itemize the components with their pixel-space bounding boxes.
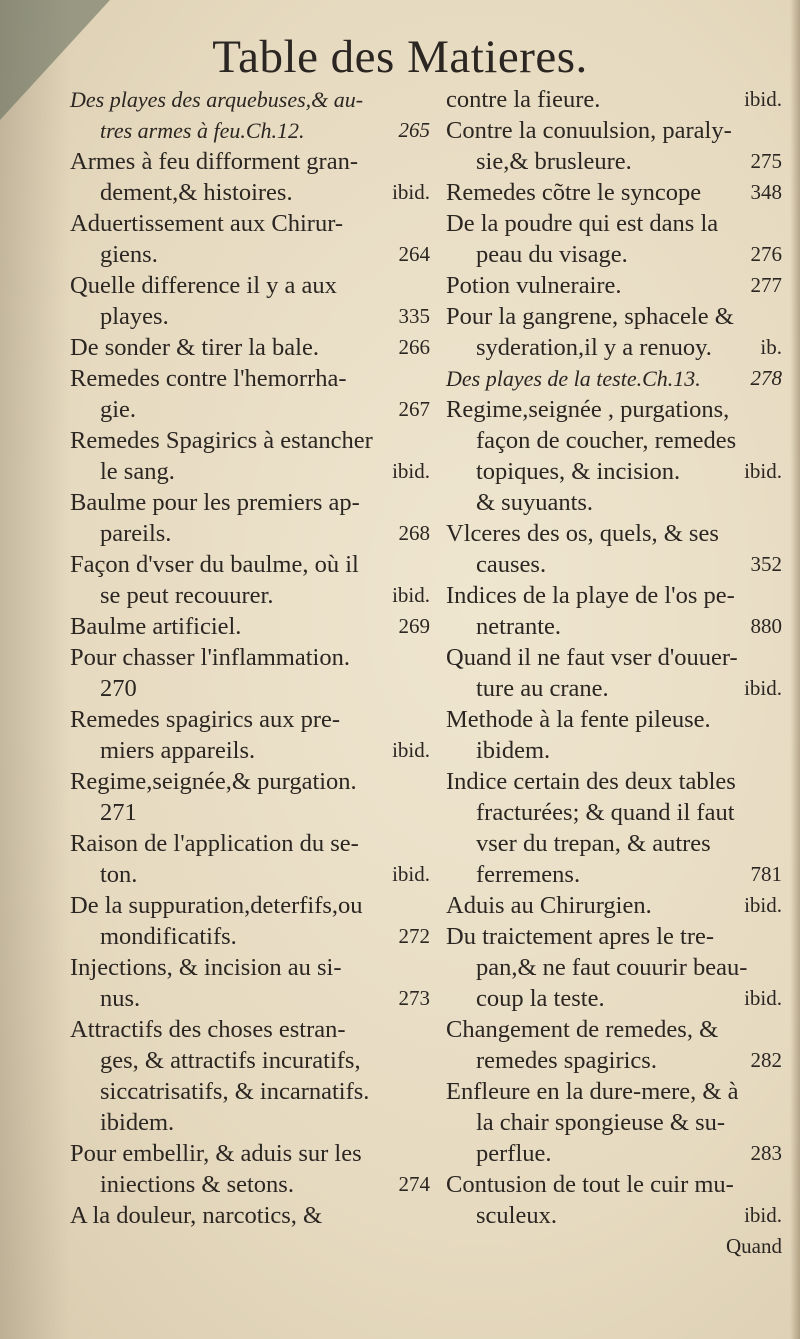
page-reference: 880 (750, 614, 782, 638)
entry-line (446, 1076, 782, 1107)
entry-line (70, 301, 430, 332)
index-entry (70, 704, 430, 766)
entry-text: pareils. (100, 520, 172, 547)
entry-text: playes. (100, 303, 169, 330)
entry-line (70, 1014, 430, 1045)
entry-line (446, 146, 782, 177)
index-entry (70, 642, 430, 704)
entry-text: Façon d'vser du baulme, où il (70, 551, 359, 578)
entry-line (70, 549, 430, 580)
index-entry (70, 146, 430, 208)
page-reference: 335 (398, 304, 430, 328)
entry-line (70, 611, 430, 642)
page-reference: 268 (398, 521, 430, 545)
page-reference: ibid. (392, 459, 430, 483)
index-entry (446, 1231, 782, 1262)
page-reference: ibid. (744, 986, 782, 1010)
index-entry (446, 518, 782, 580)
entry-text: Aduertissement aux Chirur- (70, 210, 344, 237)
entry-line (70, 735, 430, 766)
index-entry (70, 270, 430, 332)
entry-line (70, 425, 430, 456)
entry-line (446, 952, 782, 983)
entry-line (70, 921, 430, 952)
entry-line (446, 797, 782, 828)
entry-text: Indice certain des deux tables (446, 768, 736, 795)
entry-line (446, 611, 782, 642)
page-reference: 282 (750, 1048, 782, 1072)
page-reference: 273 (398, 986, 430, 1010)
entry-line (446, 704, 782, 735)
entry-text: se peut recouurer. (100, 582, 274, 609)
entry-line (70, 518, 430, 549)
index-entry (70, 332, 430, 363)
entry-text: contre la fieure. (446, 86, 601, 113)
entry-line (70, 208, 430, 239)
entry-text: topiques, & incision. (476, 458, 681, 485)
page-reference: 265 (398, 118, 430, 142)
entry-line (446, 580, 782, 611)
entry-text: pan,& ne faut couurir beau- (476, 954, 748, 981)
page-reference: ibid. (744, 459, 782, 483)
entry-text: Contre la conuulsion, paraly- (446, 117, 732, 144)
entry-text: ibidem. (100, 1109, 175, 1136)
entry-line (70, 828, 430, 859)
entry-line (446, 84, 782, 115)
entry-line (70, 487, 430, 518)
page-reference: 276 (750, 242, 782, 266)
entry-line (446, 890, 782, 921)
entry-line (70, 580, 430, 611)
page-title: Table des Matieres. (212, 31, 588, 83)
index-entry (446, 270, 782, 301)
entry-text: Vlceres des os, quels, & ses (446, 520, 719, 547)
entry-text: gie. (100, 396, 137, 423)
page-reference: 348 (750, 180, 782, 204)
index-entry (70, 363, 430, 425)
page-reference: ibid. (392, 180, 430, 204)
entry-text: remedes spagirics. (476, 1047, 657, 1074)
entry-line (446, 1045, 782, 1076)
entry-line (70, 952, 430, 983)
entry-line (446, 177, 782, 208)
entry-line (446, 115, 782, 146)
entry-line (446, 239, 782, 270)
entry-line (446, 766, 782, 797)
entry-text: Regime,seignée,& purgation. (70, 768, 357, 795)
entry-line (70, 1107, 430, 1138)
index-entry (446, 177, 782, 208)
entry-text: netrante. (476, 613, 562, 640)
entry-text: Injections, & incision au si- (70, 954, 342, 981)
entry-text: De la suppuration,deterfifs,ou (70, 892, 363, 919)
entry-text: iniections & setons. (100, 1171, 294, 1198)
page-reference: 274 (398, 1172, 430, 1196)
entry-text: Quand il ne faut vser d'ouuer- (446, 644, 738, 671)
page-reference: ibid. (744, 87, 782, 111)
index-entry (446, 301, 782, 363)
binding-shadow (0, 0, 70, 1339)
index-entry (70, 487, 430, 549)
entry-line (446, 549, 782, 580)
page-reference: 272 (398, 924, 430, 948)
entry-line (446, 673, 782, 704)
entry-line (446, 1014, 782, 1045)
entry-text: la chair spongieuse & su- (476, 1109, 726, 1136)
index-entry (70, 890, 430, 952)
entry-text: coup la teste. (476, 985, 605, 1012)
entry-line (70, 1076, 430, 1107)
page-reference: 264 (398, 242, 430, 266)
entry-line (70, 673, 430, 704)
entry-line (70, 146, 430, 177)
left-column (70, 84, 430, 1231)
entry-text: nus. (100, 985, 141, 1012)
index-entry (446, 394, 782, 518)
entry-text: Remedes cõtre le syncope (446, 179, 702, 206)
entry-text: 270 (100, 675, 137, 702)
entry-text: giens. (100, 241, 158, 268)
entry-line (70, 1200, 430, 1231)
entry-line (446, 332, 782, 363)
index-entry (446, 642, 782, 704)
entry-text: Indices de la playe de l'os pe- (446, 582, 735, 609)
entry-text: Regime,seignée , purgations, (446, 396, 730, 423)
entry-line (70, 239, 430, 270)
entry-text: ture au crane. (476, 675, 609, 702)
entry-line (446, 1169, 782, 1200)
entry-line (446, 518, 782, 549)
entry-text: dement,& histoires. (100, 179, 293, 206)
entry-line (446, 735, 782, 766)
index-entry (70, 208, 430, 270)
entry-text: Remedes spagirics aux pre- (70, 706, 341, 733)
right-column (446, 84, 782, 1262)
entry-text: A la douleur, narcotics, & (70, 1202, 323, 1229)
entry-line (446, 487, 782, 518)
entry-text: perflue. (476, 1140, 552, 1167)
entry-line (446, 1200, 782, 1231)
entry-line (446, 983, 782, 1014)
index-entry (446, 363, 782, 394)
entry-text: siccatrisatifs, & incarnatifs. (100, 1078, 370, 1105)
page-reference: Quand (726, 1234, 782, 1258)
entry-text: Aduis au Chirurgien. (446, 892, 652, 919)
entry-text: Pour chasser l'inflammation. (70, 644, 350, 671)
page-reference: 352 (750, 552, 782, 576)
index-entry (70, 828, 430, 890)
index-entry (70, 425, 430, 487)
page-reference: 278 (750, 366, 782, 390)
entry-text: mondificatifs. (100, 923, 237, 950)
page-reference: 269 (398, 614, 430, 638)
entry-text: vser du trepan, & autres (476, 830, 711, 857)
page-reference: 266 (398, 335, 430, 359)
entry-text: Des playes des arquebuses,& au- (70, 87, 364, 112)
index-entry (70, 1014, 430, 1138)
index-entry (70, 952, 430, 1014)
entry-text: Contusion de tout le cuir mu- (446, 1171, 734, 1198)
entry-text: Du traictement apres le tre- (446, 923, 715, 950)
entry-line (446, 270, 782, 301)
index-entry (70, 1138, 430, 1200)
entry-text: De la poudre qui est dans la (446, 210, 719, 237)
entry-text: De sonder & tirer la bale. (70, 334, 319, 361)
entry-text: ibidem. (476, 737, 551, 764)
index-entry (446, 890, 782, 921)
page-reference: 781 (750, 862, 782, 886)
index-entry (446, 580, 782, 642)
page-reference: 267 (398, 397, 430, 421)
entry-text: Attractifs des choses estran- (70, 1016, 346, 1043)
entry-text: causes. (476, 551, 547, 578)
index-entry (446, 1076, 782, 1169)
page-reference: ibid. (392, 738, 430, 762)
entry-line (70, 983, 430, 1014)
entry-line (446, 456, 782, 487)
entry-text: ferremens. (476, 861, 581, 888)
index-entry (446, 766, 782, 890)
page-reference: 283 (750, 1141, 782, 1165)
entry-line (446, 859, 782, 890)
entry-text: Methode à la fente pileuse. (446, 706, 711, 733)
entry-line (446, 394, 782, 425)
page-reference: ibid. (744, 1203, 782, 1227)
index-entry (446, 84, 782, 115)
index-entry (70, 549, 430, 611)
entry-line (70, 270, 430, 301)
entry-text: Raison de l'application du se- (70, 830, 359, 857)
page-reference: ibid. (744, 676, 782, 700)
entry-line (446, 642, 782, 673)
page-reference: 275 (750, 149, 782, 173)
entry-text: Baulme pour les premiers ap- (70, 489, 360, 516)
index-entry (446, 208, 782, 270)
entry-text: façon de coucher, remedes (476, 427, 737, 454)
entry-line (70, 363, 430, 394)
entry-line (446, 1231, 782, 1262)
entry-text: syderation,il y a renuoy. (476, 334, 712, 361)
entry-line (70, 115, 430, 146)
index-entry (446, 115, 782, 177)
entry-line (446, 425, 782, 456)
entry-line (446, 301, 782, 332)
entry-text: ges, & attractifs incuratifs, (100, 1047, 361, 1074)
entry-line (446, 921, 782, 952)
page-reference: 277 (750, 273, 782, 297)
entry-text: & suyuants. (476, 489, 594, 516)
entry-text: fracturées; & quand il faut (476, 799, 735, 826)
page-reference: ib. (760, 335, 782, 359)
index-entry (70, 766, 430, 828)
index-entry (446, 921, 782, 1014)
entry-line (70, 642, 430, 673)
entry-text: Changement de remedes, & (446, 1016, 719, 1043)
entry-text: Quelle difference il y a aux (70, 272, 337, 299)
index-entry (70, 611, 430, 642)
index-entry (70, 1200, 430, 1231)
index-entry (446, 704, 782, 766)
entry-line (70, 766, 430, 797)
entry-text: ton. (100, 861, 138, 888)
entry-line (70, 456, 430, 487)
entry-text: sie,& brusleure. (476, 148, 632, 175)
page-edge (790, 0, 800, 1339)
entry-line (70, 332, 430, 363)
entry-text: sculeux. (476, 1202, 557, 1229)
entry-text: tres armes à feu.Ch.12. (100, 118, 305, 143)
entry-text: Baulme artificiel. (70, 613, 242, 640)
entry-line (70, 394, 430, 425)
entry-text: Pour embellir, & aduis sur les (70, 1140, 362, 1167)
entry-line (70, 797, 430, 828)
entry-text: Remedes Spagirics à estancher (70, 427, 373, 454)
entry-line (70, 890, 430, 921)
entry-line (446, 363, 782, 394)
entry-line (70, 177, 430, 208)
entry-text: Remedes contre l'hemorrha- (70, 365, 347, 392)
entry-line (446, 208, 782, 239)
entry-text: 271 (100, 799, 137, 826)
entry-text: miers appareils. (100, 737, 256, 764)
index-entry (446, 1014, 782, 1076)
page-reference: ibid. (744, 893, 782, 917)
entry-line (446, 1138, 782, 1169)
entry-line (70, 1045, 430, 1076)
entry-line (446, 1107, 782, 1138)
entry-line (70, 704, 430, 735)
entry-text: peau du visage. (476, 241, 628, 268)
entry-line (70, 1138, 430, 1169)
entry-text: le sang. (100, 458, 175, 485)
page-reference: ibid. (392, 862, 430, 886)
entry-text: Armes à feu difforment gran- (70, 148, 358, 175)
entry-text: Potion vulneraire. (446, 272, 622, 299)
entry-text: Des playes de la teste.Ch.13. (446, 366, 701, 391)
index-entry (446, 1169, 782, 1231)
entry-line (70, 84, 430, 115)
entry-line (70, 859, 430, 890)
entry-line (70, 1169, 430, 1200)
entry-text: Pour la gangrene, sphacele & (446, 303, 734, 330)
page-reference: ibid. (392, 583, 430, 607)
entry-line (446, 828, 782, 859)
entry-text: Enfleure en la dure-mere, & à (446, 1078, 739, 1105)
index-entry (70, 84, 430, 146)
